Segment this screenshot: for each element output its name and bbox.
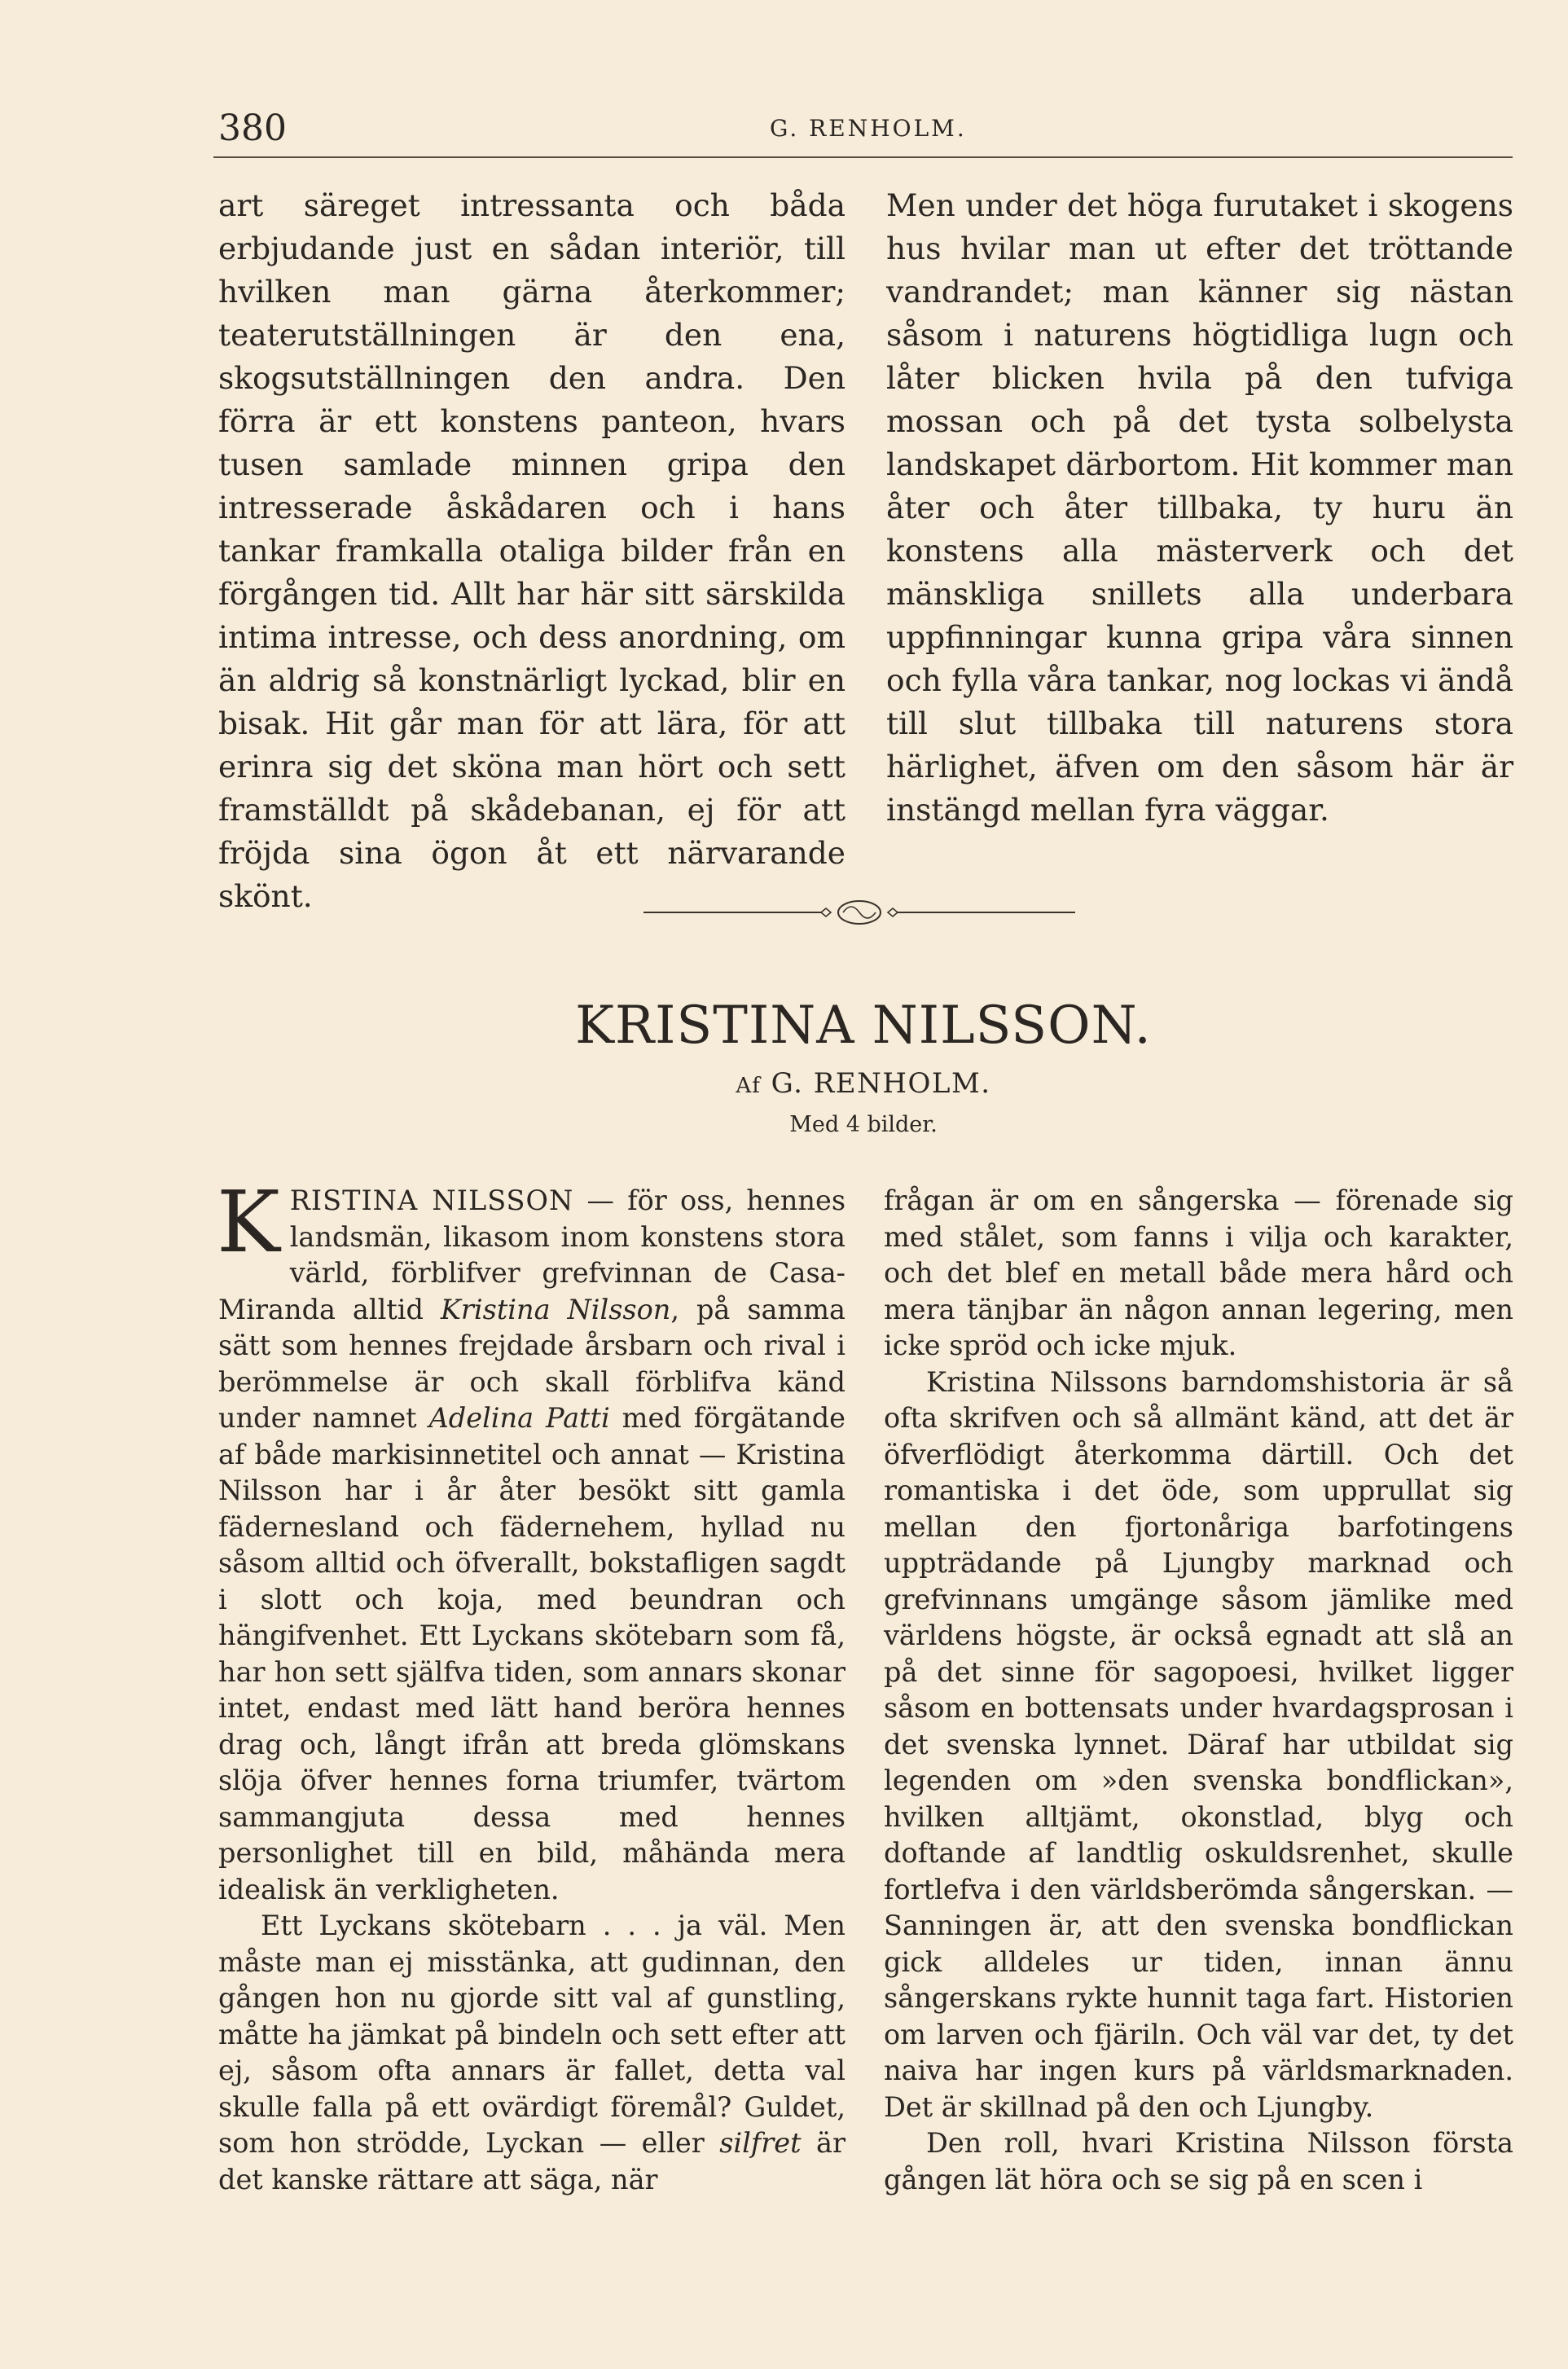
right-paragraph-3: Den roll, hvari Kristina Nilsson första gången lät höra och se sig på en scen i (884, 2127, 1513, 2195)
text-run: Ett Lyckans skötebarn . . . ja väl. Men måste man ej misstänka, att gudinnan, den gången hon nu gjorde sitt val af gunstling, måtte ha jämkat på bindeln och sett efter att ej, såsom ofta annars är fallet, detta val skulle falla på ett ovärdigt föremål? Guldet, som hon strödde, Lyckan — eller (218, 1910, 845, 2159)
opening-caps: RISTINA NILSSON (289, 1184, 574, 1216)
text-run: — för oss, hennes landsmän, likasom inom konstens stora värld, förblifver grefvinnan de Casa-Miranda alltid (218, 1184, 846, 1325)
page-number: 380 (218, 108, 287, 149)
italic-name: Adelina Patti (428, 1402, 610, 1434)
article-right-column (884, 1183, 1513, 2198)
right-paragraph-1: frågan är om en sångerska — förenade sig med stålet, som fanns i vilja och karakter, och det blef en metall både mera hård och mera tänjbar än någon annan legering, men icke spröd och icke mjuk. (884, 1184, 1513, 1361)
text-run: är det kanske rättare att säga, när (218, 2127, 845, 2195)
italic-word: silfret (719, 2127, 802, 2159)
top-left-column (218, 184, 845, 918)
left-paragraph-1 (217, 1172, 846, 1908)
article-left-column (217, 1172, 846, 2198)
running-title: G. RENHOLM. (770, 115, 967, 142)
byline-author: G. RENHOLM. (771, 1067, 991, 1100)
italic-name: Kristina Nilsson (440, 1293, 671, 1325)
drop-cap: K (217, 1172, 280, 1272)
top-left-paragraph: art säreget intressanta och båda erbjudande just en sådan interiör, till hvilken man gärna återkommer; teaterutställningen är den ena, skogsutställningen den andra. Den förra är ett konstens panteon, hvars tusen samlade minnen gripa den intresserade åskådaren och i hans tankar framkalla otaliga bilder från en förgången tid. Allt har här sitt särskilda intima intresse, och dess anordning, om än aldrig så konstnärligt lyckad, blir en bisak. Hit går man för att lära, för att erinra sig det sköna man hört och sett framställdt på skådebanan, ej för att fröjda sina ögon åt ett närvarande skönt. (218, 187, 845, 914)
byline-prefix: Af (736, 1074, 762, 1098)
text-run: med förgätande af både markisinnetitel och annat — Kristina Nilsson har i år åter besökt sitt gamla fädernesland och fädernehem, hyllad nu såsom alltid och öfverallt, bokstafligen sagdt i slott och koja, med beundran och hängifvenhet. Ett Lyckans skötebarn som få, har hon sett själfva tiden, som annars skonar intet, endast med lätt hand beröra hennes drag och, långt ifrån att breda glömskans slöja öfver hennes forna triumfer, tvärtom sammangjuta dessa med hennes personlighet till en bild, måhända mera idealisk än verkligheten. (218, 1402, 845, 1905)
header-rule (213, 156, 1513, 158)
top-right-column (886, 184, 1513, 832)
text-run: , på samma sätt som hennes frejdade årsbarn och rival i berömmelse är och skall förblifva känd under namnet (218, 1293, 845, 1434)
illustration-note: Med 4 bilder. (789, 1112, 938, 1137)
section-ornament (643, 888, 1075, 937)
article-byline (529, 1067, 1197, 1100)
left-paragraph-2 (218, 1908, 845, 2198)
top-right-paragraph: Men under det höga furutaket i skogens hus hvilar man ut efter det tröttande vandrandet; man känner sig nästan såsom i naturens högtidliga lugn och låter blicken hvila på den tufviga mossan och på det tysta solbelysta landskapet därbortom. Hit kommer man åter och åter tillbaka, ty huru än konstens alla mästerverk och det mänskliga snillets alla underbara uppfinningar kunna gripa våra sinnen och fylla våra tankar, nog lockas vi ändå till slut tillbaka till naturens stora härlighet, äfven om den såsom här är instängd mellan fyra väggar. (886, 187, 1513, 828)
right-paragraph-2: Kristina Nilssons barndomshistoria är så ofta skrifven och så allmänt känd, att det är öfverflödigt återkomma därtill. Och det romantiska i det öde, som upprullat sig mellan den fjortonåriga barfotingens uppträdande på Ljungby marknad och grefvinnans umgänge såsom jämlike med världens högste, är också egnadt att slå an på det sinne för sagopoesi, hvilket ligger såsom en bottensats under hvardagsprosan i det svenska lynnet. Däraf har utbildat sig legenden om »den svenska bondflickan», hvilken alltjämt, okonstlad, blyg och doftande af landtlig oskuldsrenhet, skulle fortlefva i den världsberömda sångerskan. — Sanningen är, att den svenska bondflickan gick alldeles ur tiden, innan ännu sångerskans rykte hunnit taga fart. Historien om larven och fjäriln. Och väl var det, ty det naiva har ingen kurs på världsmarknaden. Det är skillnad på den och Ljungby. (884, 1365, 1513, 2123)
article-title: KRISTINA NILSSON. (575, 996, 1152, 1056)
